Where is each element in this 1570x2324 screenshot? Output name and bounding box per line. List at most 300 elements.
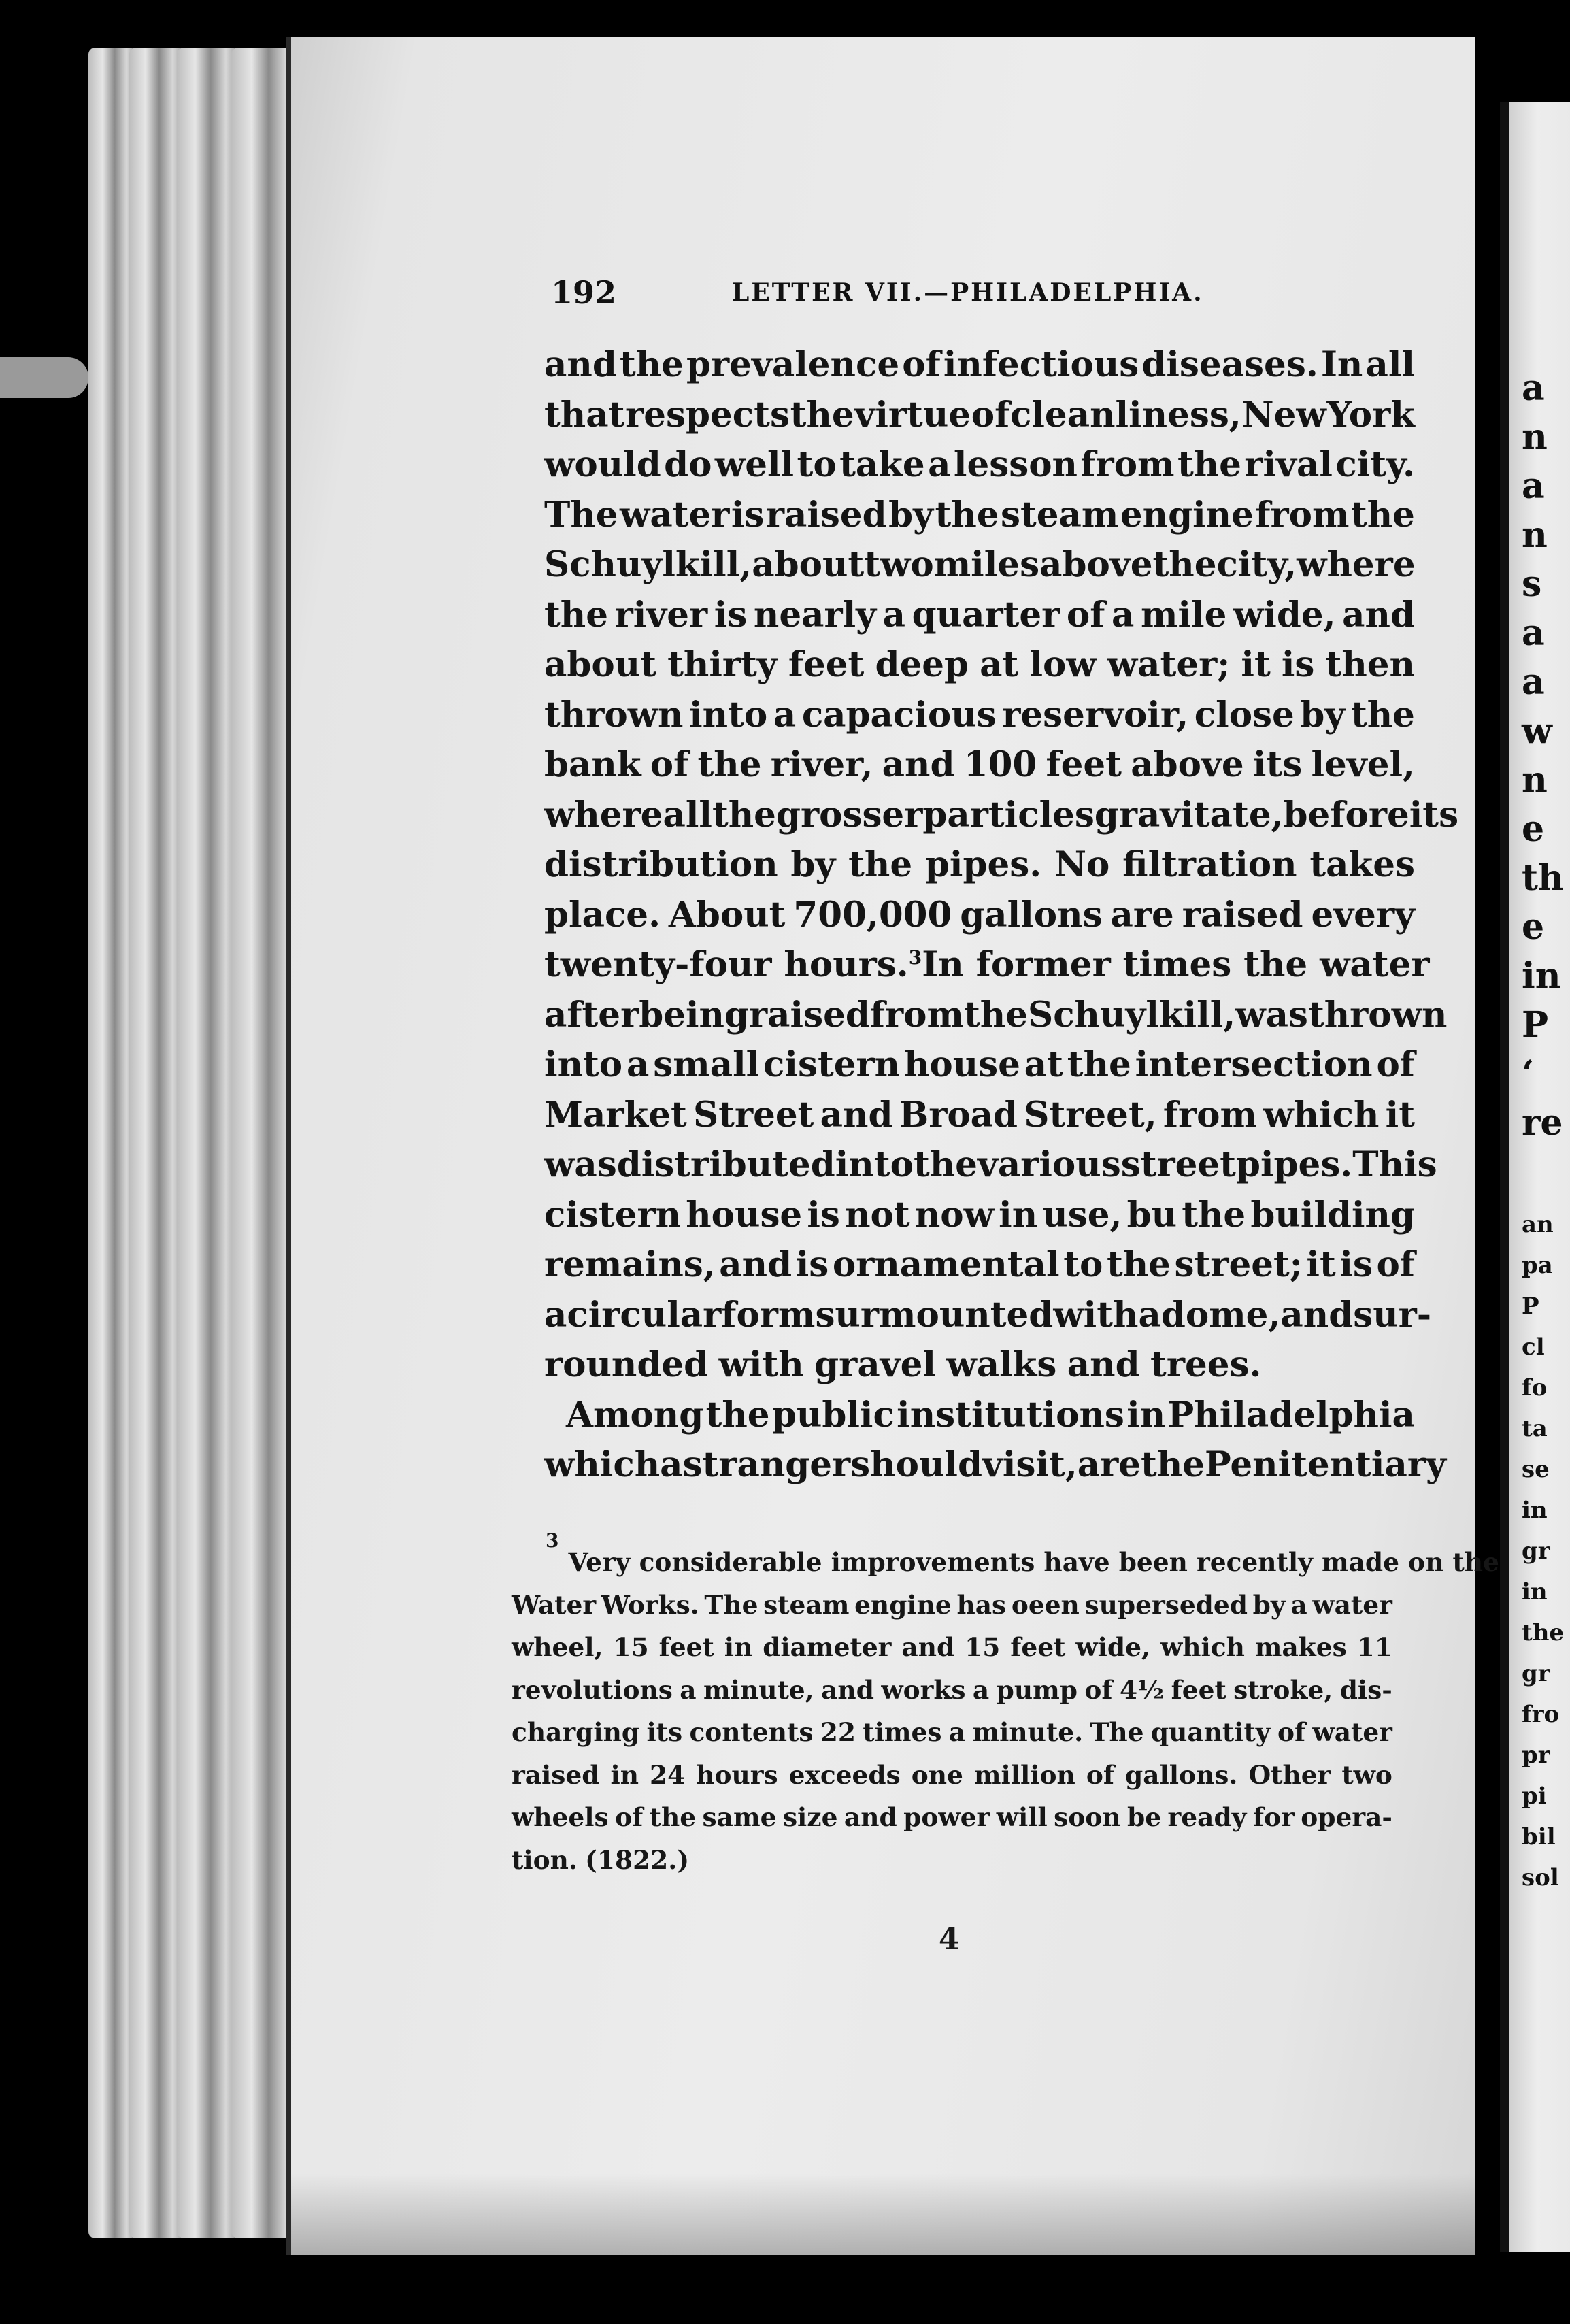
word: power <box>903 1802 990 1832</box>
word: should <box>850 1444 982 1485</box>
word: by <box>1300 694 1346 735</box>
word: stranger <box>682 1444 851 1485</box>
word: Street <box>692 1094 814 1135</box>
word: wheel, <box>512 1632 603 1662</box>
word: The <box>704 1589 758 1620</box>
word: it <box>1306 1244 1336 1285</box>
word: the <box>1177 444 1241 485</box>
body-text <box>544 340 1459 1491</box>
word: which <box>544 1444 661 1485</box>
word: takes <box>1309 844 1415 885</box>
word: raised <box>765 494 887 535</box>
word: and <box>820 1094 893 1135</box>
word: its <box>1409 794 1459 835</box>
text-line <box>544 540 1415 591</box>
facing-page-text: an <box>1522 1211 1554 1238</box>
word: river <box>614 594 708 635</box>
word: the <box>1106 1244 1171 1285</box>
word: above <box>1039 544 1153 585</box>
word: feet <box>658 1632 714 1662</box>
word: sur- <box>1353 1294 1432 1335</box>
word: street; <box>1174 1244 1303 1285</box>
word: New <box>1241 394 1326 435</box>
word: 11 <box>1356 1632 1392 1662</box>
word: distributed <box>616 1144 835 1185</box>
word: the <box>619 344 684 385</box>
word: every <box>1311 894 1415 935</box>
word: about <box>752 544 865 585</box>
text-line <box>544 491 1415 541</box>
word: 22 <box>820 1717 856 1747</box>
word: 15 <box>965 1632 1001 1662</box>
word: Penitentiary <box>1205 1444 1446 1485</box>
text-segment: In former times the water <box>922 944 1430 985</box>
facing-page-text: in <box>1522 1578 1548 1606</box>
signature-mark: 4 <box>939 1922 960 1957</box>
word: 100 <box>963 744 1037 785</box>
word: of <box>1066 594 1105 635</box>
word: from <box>1163 1094 1258 1135</box>
word: feet <box>788 644 865 685</box>
word: is <box>807 1194 840 1235</box>
word: size <box>782 1802 838 1832</box>
word: respects <box>625 394 790 435</box>
facing-page-text: the <box>1522 1619 1565 1646</box>
word: pump <box>996 1674 1078 1705</box>
word: and <box>719 1244 792 1285</box>
text-line <box>544 1140 1437 1191</box>
footnote-text: Very considerable improvements have been recently made on the <box>568 1547 1499 1577</box>
word: makes <box>1254 1632 1347 1662</box>
footnote <box>512 1529 1499 1881</box>
word: works <box>881 1674 966 1705</box>
word: level, <box>1311 744 1415 785</box>
word: contents <box>689 1717 814 1747</box>
word: close <box>1194 694 1295 735</box>
word: of <box>1376 1044 1415 1085</box>
text-line <box>544 691 1415 741</box>
word: No <box>1054 844 1110 885</box>
word: was <box>1235 994 1308 1035</box>
word: capacious <box>801 694 997 735</box>
word: are <box>1110 894 1174 935</box>
text-line <box>544 840 1415 891</box>
word: various <box>977 1144 1121 1185</box>
word: bank <box>544 744 641 785</box>
word: Broad <box>899 1094 1018 1135</box>
word: to <box>797 444 837 485</box>
word: about <box>544 644 656 685</box>
word: the <box>913 1144 978 1185</box>
word: minute. <box>972 1717 1084 1747</box>
word: is <box>1339 1244 1373 1285</box>
word: its <box>646 1717 683 1747</box>
word: About <box>668 894 786 935</box>
word: of <box>1084 1674 1113 1705</box>
word: grosser <box>775 794 923 835</box>
word: gravel <box>814 1344 936 1385</box>
word: mile <box>1140 594 1227 635</box>
word: was <box>544 1144 617 1185</box>
word: miles <box>933 544 1040 585</box>
word: quantity <box>1150 1717 1271 1747</box>
word: which <box>1263 1094 1380 1135</box>
word: a <box>627 1044 650 1085</box>
word: circular <box>567 1294 722 1335</box>
footnote-line <box>512 1839 1392 1882</box>
text-line <box>544 1191 1415 1241</box>
word: street <box>1120 1144 1236 1185</box>
word: are <box>1077 1444 1141 1485</box>
word: is <box>795 1244 829 1285</box>
word: gravitate, <box>1094 794 1284 835</box>
word: The <box>544 494 618 535</box>
word: raised <box>1182 894 1303 935</box>
word: at <box>1024 1044 1063 1085</box>
word: a <box>972 1674 990 1705</box>
word: and <box>1342 594 1415 635</box>
word: nearly <box>753 594 877 635</box>
word: filtration <box>1122 844 1297 885</box>
word: where <box>544 794 663 835</box>
word: Schuylkill, <box>1028 994 1236 1035</box>
word: raised <box>749 994 870 1035</box>
word: house <box>903 1044 1020 1085</box>
word: Works. <box>601 1589 699 1620</box>
text-line <box>544 391 1415 441</box>
facing-page-text: cl <box>1522 1333 1545 1361</box>
word: cleanliness, <box>1010 394 1241 435</box>
text-line <box>544 640 1415 691</box>
word: after <box>544 994 639 1035</box>
facing-page-text: ta <box>1522 1415 1548 1442</box>
word: from <box>869 994 964 1035</box>
word: from <box>1255 494 1350 535</box>
footnote-line <box>512 1626 1392 1669</box>
word: and <box>1280 1294 1354 1335</box>
word: superseded <box>1084 1589 1248 1620</box>
word: take <box>839 444 925 485</box>
word: In <box>1320 344 1363 385</box>
word: 24 <box>650 1759 686 1790</box>
word: rival <box>1244 444 1333 485</box>
word: a <box>773 694 797 735</box>
word: pipes. <box>1235 1144 1353 1185</box>
word: the <box>649 1802 697 1832</box>
word: 15 <box>613 1632 649 1662</box>
facing-page-text: a <box>1522 612 1545 654</box>
word: ready <box>1167 1802 1247 1832</box>
facing-page-text: P <box>1522 1004 1549 1046</box>
word: Schuylkill, <box>544 544 752 585</box>
word: institutions <box>897 1394 1124 1435</box>
footnote-line <box>512 1669 1392 1712</box>
word: of <box>650 744 689 785</box>
word: would <box>544 444 661 485</box>
word: it <box>1241 644 1271 685</box>
text-line-with-footnote <box>544 940 1430 991</box>
word: be <box>1127 1802 1162 1832</box>
facing-page-text: n <box>1522 514 1548 556</box>
facing-page-text: sol <box>1522 1864 1559 1891</box>
word: same <box>702 1802 777 1832</box>
word: wide, <box>1233 594 1336 635</box>
word: thrown <box>1307 994 1448 1035</box>
word: public <box>771 1394 895 1435</box>
text-line <box>544 591 1415 641</box>
word: minute, <box>703 1674 814 1705</box>
word: and <box>901 1632 955 1662</box>
word: wheels <box>512 1802 609 1832</box>
word: dome, <box>1160 1294 1281 1335</box>
text-line <box>544 740 1415 791</box>
footnote-line <box>512 1711 1392 1754</box>
word: all <box>663 794 712 835</box>
word: feet <box>1046 744 1122 785</box>
word: the <box>544 594 608 635</box>
word: river, <box>770 744 873 785</box>
facing-page-text: pr <box>1522 1742 1550 1769</box>
word: tion. <box>512 1844 578 1875</box>
text-line <box>544 1340 1415 1391</box>
word: deep <box>875 644 969 685</box>
word: particles <box>922 794 1095 835</box>
word: by <box>1252 1589 1286 1620</box>
scan-clamp <box>0 357 88 398</box>
word: with <box>1053 1294 1139 1335</box>
word: the <box>848 844 913 885</box>
word: times <box>863 1717 942 1747</box>
word: the <box>964 994 1028 1035</box>
word: water <box>1312 1717 1392 1747</box>
word: in <box>724 1632 753 1662</box>
word: into <box>544 1044 623 1085</box>
word: ornamental <box>832 1244 1060 1285</box>
word: The <box>1090 1717 1144 1747</box>
word: oeen <box>1011 1589 1080 1620</box>
word: of <box>1277 1717 1306 1747</box>
word: 700,000 <box>793 894 952 935</box>
word: the <box>1141 1444 1205 1485</box>
word: all <box>1365 344 1415 385</box>
footnote-marker: 3 <box>546 1529 559 1552</box>
word: of <box>902 344 941 385</box>
word: cistern <box>763 1044 901 1085</box>
word: the <box>697 744 762 785</box>
word: rounded <box>544 1344 709 1385</box>
word: it <box>1385 1094 1415 1135</box>
footnote-line <box>512 1796 1392 1839</box>
word: will <box>996 1802 1048 1832</box>
word: where <box>1297 544 1416 585</box>
facing-page-text: gr <box>1522 1538 1550 1565</box>
facing-page-text: pi <box>1522 1782 1547 1810</box>
word: of <box>615 1802 644 1832</box>
facing-page-text: n <box>1522 416 1548 458</box>
facing-page-text: re <box>1522 1102 1563 1144</box>
word: thrown <box>544 694 684 735</box>
footnote-reference: 3 <box>908 946 922 969</box>
word: the <box>790 394 854 435</box>
word: York <box>1326 394 1415 435</box>
word: diameter <box>763 1632 892 1662</box>
text-line <box>544 1040 1415 1091</box>
word: the <box>1152 544 1217 585</box>
word: for <box>1252 1802 1295 1832</box>
word: a <box>1138 1294 1161 1335</box>
word: use, <box>1042 1194 1122 1235</box>
text-line <box>544 991 1448 1041</box>
word: thirty <box>667 644 778 685</box>
word: feet <box>1171 1674 1226 1705</box>
word: the <box>705 1394 770 1435</box>
word: low <box>1029 644 1097 685</box>
word: visit, <box>982 1444 1078 1485</box>
facing-page-text: a <box>1522 367 1545 409</box>
text-segment: twenty-four hours. <box>544 944 909 985</box>
facing-page-text: s <box>1522 563 1542 605</box>
word: by <box>888 494 934 535</box>
word: has <box>956 1589 1007 1620</box>
word: wide, <box>1075 1632 1151 1662</box>
word: intersection <box>1135 1044 1373 1085</box>
word: cistern <box>544 1194 682 1235</box>
word: in <box>610 1759 639 1790</box>
word: pipes. <box>924 844 1042 885</box>
text-line <box>544 1291 1432 1341</box>
text-line <box>544 791 1459 841</box>
word: by <box>790 844 836 885</box>
word: reservoir, <box>1002 694 1189 735</box>
facing-page-text: a <box>1522 465 1545 507</box>
word: being <box>639 994 750 1035</box>
facing-page-text: n <box>1522 759 1548 801</box>
facing-page-text: w <box>1522 710 1552 752</box>
word: before <box>1283 794 1409 835</box>
text-line <box>544 1391 1415 1441</box>
facing-page-text: gr <box>1522 1660 1550 1687</box>
word: and <box>544 344 617 385</box>
word: city, <box>1216 544 1297 585</box>
word: a <box>680 1674 697 1705</box>
facing-page-text: in <box>1522 1497 1548 1524</box>
facing-page-text: pa <box>1522 1252 1553 1279</box>
word: in <box>999 1194 1038 1235</box>
word: then <box>1325 644 1415 685</box>
word: a <box>544 1294 567 1335</box>
facing-page-text: se <box>1522 1456 1550 1483</box>
facing-page-text: ‘ <box>1522 1053 1535 1095</box>
facing-page-text: P <box>1522 1293 1539 1320</box>
word: in <box>1126 1394 1166 1435</box>
word: two <box>864 544 934 585</box>
word: raised <box>512 1759 600 1790</box>
text-line <box>544 440 1415 491</box>
word: two <box>1341 1759 1392 1790</box>
text-line <box>544 340 1415 391</box>
word: into <box>689 694 768 735</box>
word: quarter <box>912 594 1060 635</box>
word: water; <box>1107 644 1231 685</box>
text-line <box>544 1240 1415 1291</box>
word: house <box>686 1194 803 1235</box>
word: a <box>660 1444 683 1485</box>
word: its <box>1252 744 1303 785</box>
word: engine <box>854 1589 952 1620</box>
facing-page-text: e <box>1522 808 1545 850</box>
word: the <box>1067 1044 1131 1085</box>
word: revolutions <box>512 1674 673 1705</box>
word: opera- <box>1301 1802 1392 1832</box>
word: a <box>1290 1589 1307 1620</box>
word: and <box>844 1802 897 1832</box>
word: 4½ <box>1119 1674 1165 1705</box>
running-head-title: LETTER VII.—PHILADELPHIA. <box>732 278 1204 307</box>
word: is <box>714 594 748 635</box>
word: do <box>664 444 712 485</box>
word: building <box>1250 1194 1415 1235</box>
word: virtue <box>854 394 971 435</box>
word: exceeds <box>788 1759 901 1790</box>
word: distribution <box>544 844 778 885</box>
facing-page-text: fro <box>1522 1701 1560 1728</box>
word: form <box>721 1294 816 1335</box>
word: that <box>544 394 625 435</box>
word: remains, <box>544 1244 716 1285</box>
word: of <box>971 394 1010 435</box>
word: dis- <box>1339 1674 1392 1705</box>
word: feet <box>1010 1632 1066 1662</box>
word: prevalence <box>686 344 900 385</box>
page-edge <box>177 48 238 2238</box>
word: well <box>714 444 795 485</box>
word: a <box>948 1717 966 1747</box>
page-number: 192 <box>551 274 617 311</box>
word: now <box>914 1194 994 1235</box>
word: at <box>980 644 1019 685</box>
word: hours <box>696 1759 778 1790</box>
word: gallons <box>960 894 1103 935</box>
word: from <box>1080 444 1175 485</box>
word: and <box>821 1674 874 1705</box>
footnote-line <box>512 1754 1392 1797</box>
facing-page-text: e <box>1522 906 1545 948</box>
word: and <box>1067 1344 1140 1385</box>
word: a <box>882 594 906 635</box>
word: charging <box>512 1717 640 1747</box>
word: million <box>973 1759 1075 1790</box>
word: Other <box>1248 1759 1331 1790</box>
word: to <box>1063 1244 1103 1285</box>
word: the <box>935 494 999 535</box>
word: diseases. <box>1141 344 1318 385</box>
word: with <box>718 1344 804 1385</box>
word: lesson <box>953 444 1078 485</box>
running-head <box>551 272 1408 313</box>
word: engine <box>1120 494 1254 535</box>
word: a <box>928 444 951 485</box>
word: small <box>653 1044 760 1085</box>
word: Among <box>566 1394 704 1435</box>
facing-page-text: a <box>1522 661 1545 703</box>
word: of <box>1086 1759 1114 1790</box>
facing-page-text: th <box>1522 857 1564 899</box>
word: a <box>1112 594 1135 635</box>
word: which <box>1160 1632 1245 1662</box>
word: of <box>1376 1244 1415 1285</box>
text-line <box>544 891 1415 941</box>
word: gallons. <box>1124 1759 1238 1790</box>
